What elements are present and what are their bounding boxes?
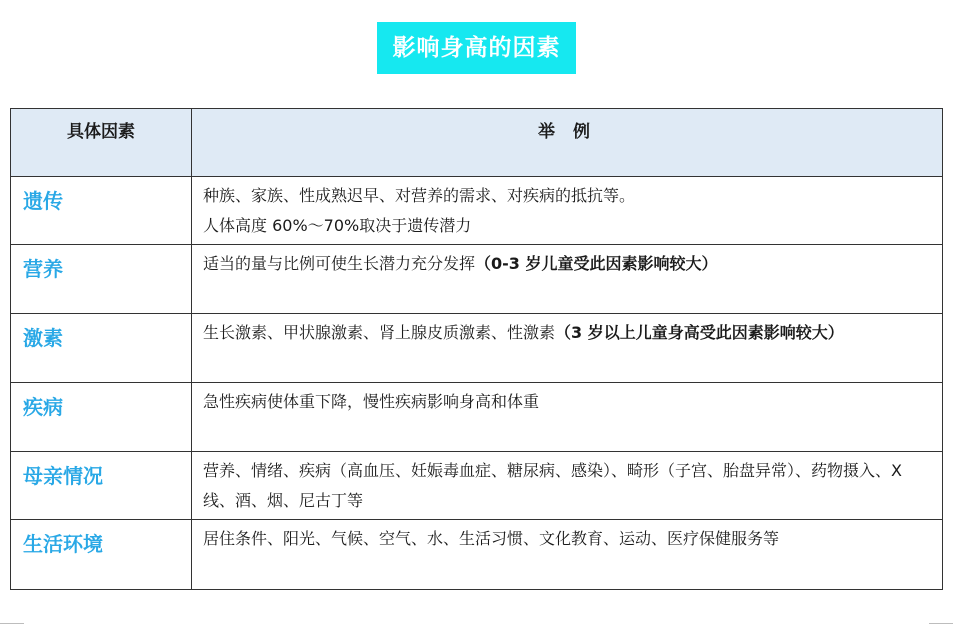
page-title: 影响身高的因素	[377, 22, 576, 74]
factor-disease: 疾病	[11, 383, 192, 452]
example-text: 适当的量与比例可使生长潜力充分发挥	[203, 254, 476, 273]
example-environment	[192, 520, 943, 590]
table-row	[11, 383, 943, 452]
factor-environment: 生活环境	[11, 520, 192, 590]
page-edge-mark-right	[929, 623, 953, 624]
example-line: 人体高度 60%～70%取决于遗传潜力	[203, 216, 472, 235]
example-text: 生长激素、甲状腺激素、肾上腺皮质激素、性激素	[203, 323, 556, 342]
example-mother	[192, 452, 943, 520]
page-edge-mark-left	[0, 623, 24, 624]
example-line: 种族、家族、性成熟迟早、对营养的需求、对疾病的抵抗等。	[203, 186, 636, 205]
height-factors-table	[10, 108, 943, 590]
table-row	[11, 245, 943, 314]
table-row	[11, 177, 943, 245]
table-row	[11, 520, 943, 590]
example-line: 居住条件、阳光、气候、空气、水、生活习惯、文化教育、运动、医疗保健服务等	[203, 529, 780, 548]
header-example: 举 例	[192, 109, 943, 177]
factor-genetics: 遗传	[11, 177, 192, 245]
example-line: 急性疾病使体重下降，慢性疾病影响身高和体重	[203, 392, 540, 411]
example-note: （0-3 岁儿童受此因素影响较大）	[475, 254, 718, 273]
example-nutrition	[192, 245, 943, 314]
example-hormones	[192, 314, 943, 383]
example-line: 营养、情绪、疾病（高血压、妊娠毒血症、糖尿病、感染）、畸形（子宫、胎盘异常）、药物摄入、X 线、酒、烟、尼古丁等	[203, 461, 902, 510]
table-row	[11, 452, 943, 520]
factor-hormones: 激素	[11, 314, 192, 383]
header-factor: 具体因素	[11, 109, 192, 177]
example-disease	[192, 383, 943, 452]
example-genetics	[192, 177, 943, 245]
factor-mother: 母亲情况	[11, 452, 192, 520]
factor-nutrition: 营养	[11, 245, 192, 314]
table-row	[11, 314, 943, 383]
example-note: （3 岁以上儿童身高受此因素影响较大）	[555, 323, 844, 342]
table-header-row	[11, 109, 943, 177]
